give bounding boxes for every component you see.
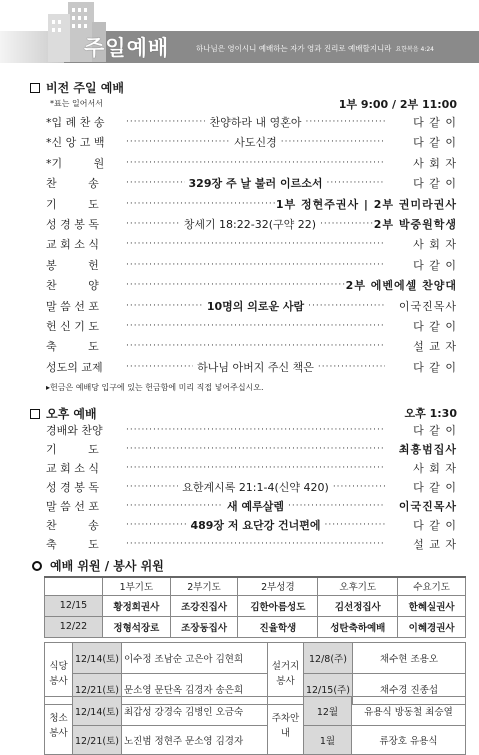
leader-dots [126, 199, 276, 209]
meal-names: 문소영 문단옥 김경자 송은희 [121, 674, 267, 705]
order-leader: 다 같 이 [413, 177, 457, 191]
order-label: 축 도 [46, 538, 99, 551]
order-leader: 다 같 이 [413, 519, 457, 532]
setup-names: 채수현 조용오 [352, 643, 465, 674]
order-leader: 설 교 자 [413, 538, 457, 551]
verse-text: 하나님은 영이시니 예배하는 자가 영과 진리로 예배할지니라 [196, 44, 392, 53]
table-cell: 황정희권사 [103, 595, 171, 616]
setup-service-label: 설거지봉사 [267, 643, 303, 705]
order-row [46, 440, 457, 458]
leader-dots [326, 178, 385, 188]
cleaning-date: 12/21(토) [73, 726, 122, 755]
order-leader: 다 같 이 [413, 116, 457, 129]
cleaning-date: 12/14(토) [73, 697, 122, 726]
staff-heading: 예배 위원 / 봉사 위원 [32, 557, 164, 574]
order-leader: 다 같 이 [413, 136, 457, 150]
setup-names: 채수경 진종섭 [352, 674, 465, 705]
square-bullet-icon [30, 83, 40, 93]
table-cell: 이혜경권사 [398, 616, 466, 637]
parking-names: 류장호 유용식 [351, 726, 465, 755]
order-row [46, 535, 457, 553]
order-row [46, 174, 457, 192]
order-leader: 사 회 자 [413, 238, 457, 252]
meal-date: 12/14(토) [73, 643, 122, 674]
table-row [45, 643, 466, 674]
order-detail: 329장 주 날 불러 이르소서 [188, 177, 323, 191]
leader-dots [318, 362, 385, 372]
leader-dots [320, 219, 374, 229]
parking-service-label: 주차안내 [267, 697, 303, 755]
leader-dots [126, 444, 385, 454]
order-leader: 사 회 자 [413, 462, 457, 475]
leader-dots [126, 219, 180, 229]
prayer-schedule-table [44, 576, 466, 638]
order-label: 교 회 소 식 [46, 238, 99, 252]
table-cell: 김한아름성도 [238, 595, 318, 616]
parking-month: 1월 [303, 726, 351, 755]
order-label: 성 경 봉 독 [46, 218, 99, 231]
order-leader: 1부 정현주권사 | 2부 권미라권사 [275, 197, 457, 211]
header-banner [0, 0, 479, 66]
table-header: 1부기도 [103, 577, 171, 595]
leader-dots [306, 117, 385, 127]
setup-date: 12/15(주) [303, 674, 352, 705]
morning-service-heading: 비전 주일 예배 [30, 79, 124, 96]
order-detail: 새 예루살렘 [227, 500, 284, 513]
order-leader: 사 회 자 [413, 156, 457, 170]
table-header: 오후기도 [318, 577, 398, 595]
leader-dots [126, 239, 385, 249]
order-label: 기 도 [46, 197, 99, 211]
table-header-row [45, 577, 466, 595]
table-header: 2부기도 [170, 577, 238, 595]
order-leader: 다 같 이 [413, 424, 457, 437]
setup-date: 12/8(주) [303, 643, 352, 674]
order-row [46, 421, 457, 439]
cleaning-service-label: 청소봉사 [45, 697, 73, 755]
square-bullet-icon [30, 409, 40, 419]
table-cell: 조장동집사 [170, 616, 238, 637]
order-row [46, 497, 457, 515]
order-detail: 하나님 아버지 주신 책은 [197, 360, 314, 374]
leader-dots [126, 117, 205, 127]
order-leader: 이국진목사 [398, 299, 457, 313]
table-row [45, 616, 466, 637]
order-leader: 다 같 이 [413, 258, 457, 272]
order-leader: 최흥범집사 [398, 443, 457, 456]
leader-dots [126, 280, 346, 290]
order-row [46, 516, 457, 534]
cleaning-names: 최갑성 강경숙 김병인 오금숙 [121, 697, 267, 726]
order-detail: 489장 저 요단강 건너편에 [190, 519, 321, 532]
order-label: *입 례 찬 송 [46, 116, 105, 129]
order-leader: 2부 에벤에셀 찬양대 [345, 279, 457, 293]
leader-dots [126, 463, 385, 473]
table-cell: 정형석장로 [103, 616, 171, 637]
table-cell: 진율학생 [238, 616, 318, 637]
order-label: 축 도 [46, 340, 99, 354]
afternoon-service-heading: 오후 예배 [30, 405, 97, 422]
leader-dots [333, 482, 385, 492]
order-row [46, 459, 457, 477]
meal-names: 이수정 조남순 고은아 김현희 [121, 643, 267, 674]
order-label: *기 원 [46, 156, 105, 170]
order-label: 찬 양 [46, 279, 99, 293]
order-label: 말 씀 선 포 [46, 500, 99, 513]
leader-dots [288, 501, 385, 511]
order-row [46, 276, 457, 294]
leader-dots [126, 301, 203, 311]
order-leader: 다 같 이 [413, 360, 457, 374]
order-row [46, 195, 457, 213]
table-cell: 김선정집사 [318, 595, 398, 616]
order-label: 말 씀 선 포 [46, 299, 99, 313]
leader-dots [126, 137, 230, 147]
order-label: 교 회 소 식 [46, 462, 99, 475]
order-label: 경배와 찬양 [46, 424, 103, 437]
order-label: 성 경 봉 독 [46, 481, 99, 494]
table-header [45, 577, 103, 595]
table-cell: 성탄축하예배 [318, 616, 398, 637]
table-cell: 12/15 [45, 595, 103, 616]
order-leader: 설 교 자 [413, 340, 457, 354]
order-row [46, 133, 457, 151]
banner-title: 주일예배 [84, 36, 170, 60]
leader-dots [126, 539, 385, 549]
table-cell: 한혜실권사 [398, 595, 466, 616]
order-label: *신 앙 고 백 [46, 136, 105, 150]
order-row [46, 317, 457, 335]
table-row [45, 595, 466, 616]
leader-dots [126, 260, 385, 270]
parking-month: 12월 [303, 697, 351, 726]
order-leader: 이국진목사 [398, 500, 457, 513]
order-row [46, 337, 457, 355]
order-detail: 창세기 18:22-32(구약 22) [183, 218, 317, 231]
order-row [46, 256, 457, 274]
leader-dots [126, 341, 385, 351]
order-row [46, 235, 457, 253]
order-label: 찬 송 [46, 519, 99, 532]
order-leader: 다 같 이 [413, 320, 457, 333]
leader-dots [126, 321, 385, 331]
circle-bullet-icon [32, 561, 42, 571]
table-cell: 조강진집사 [170, 595, 238, 616]
order-row [46, 154, 457, 172]
leader-dots [325, 520, 385, 530]
leader-dots [126, 158, 385, 168]
order-label: 헌 신 기 도 [46, 320, 99, 333]
meal-service-label: 식당봉사 [45, 643, 73, 705]
leader-dots [126, 425, 385, 435]
leader-dots [126, 362, 193, 372]
stand-note: *표는 일어서서 [50, 99, 103, 108]
meal-date: 12/21(토) [73, 674, 122, 705]
order-detail: 요한계시록 21:1-4(신약 420) [182, 481, 329, 494]
leader-dots [281, 137, 385, 147]
order-label: 찬 송 [46, 177, 99, 191]
order-label: 성도의 교제 [46, 360, 103, 374]
leader-dots [126, 178, 185, 188]
table-cell: 12/22 [45, 616, 103, 637]
verse-reference: 요한복음 4:24 [395, 46, 435, 53]
table-header: 2부성경 [238, 577, 318, 595]
morning-times: 1부 9:00 / 2부 11:00 [338, 98, 457, 111]
table-header: 수요기도 [398, 577, 466, 595]
order-detail: 10명의 의로운 사람 [206, 299, 305, 313]
banner-verse [196, 43, 434, 54]
order-row [46, 113, 457, 131]
cleaning-parking-table [44, 696, 466, 755]
order-detail: 사도신경 [234, 136, 277, 150]
leader-dots [126, 501, 223, 511]
order-detail: 찬양하라 내 영혼아 [209, 116, 302, 129]
order-row [46, 215, 457, 233]
order-row [46, 358, 457, 376]
offering-note: ▸헌금은 예배당 입구에 있는 헌금함에 미리 직접 넣어주십시오. [46, 383, 264, 392]
order-row [46, 297, 457, 315]
order-label: 봉 헌 [46, 258, 99, 272]
order-row [46, 478, 457, 496]
order-leader: 다 같 이 [413, 481, 457, 494]
parking-names: 유용식 방동철 최승열 [351, 697, 465, 726]
leader-dots [126, 520, 186, 530]
leader-dots [308, 301, 385, 311]
cleaning-names: 노진범 정현주 문소영 김경자 [121, 726, 267, 755]
afternoon-time: 오후 1:30 [404, 407, 457, 420]
table-row [45, 697, 466, 726]
leader-dots [126, 482, 178, 492]
table-row [45, 726, 466, 755]
order-leader: 2부 박중원학생 [373, 218, 457, 231]
order-label: 기 도 [46, 443, 99, 456]
